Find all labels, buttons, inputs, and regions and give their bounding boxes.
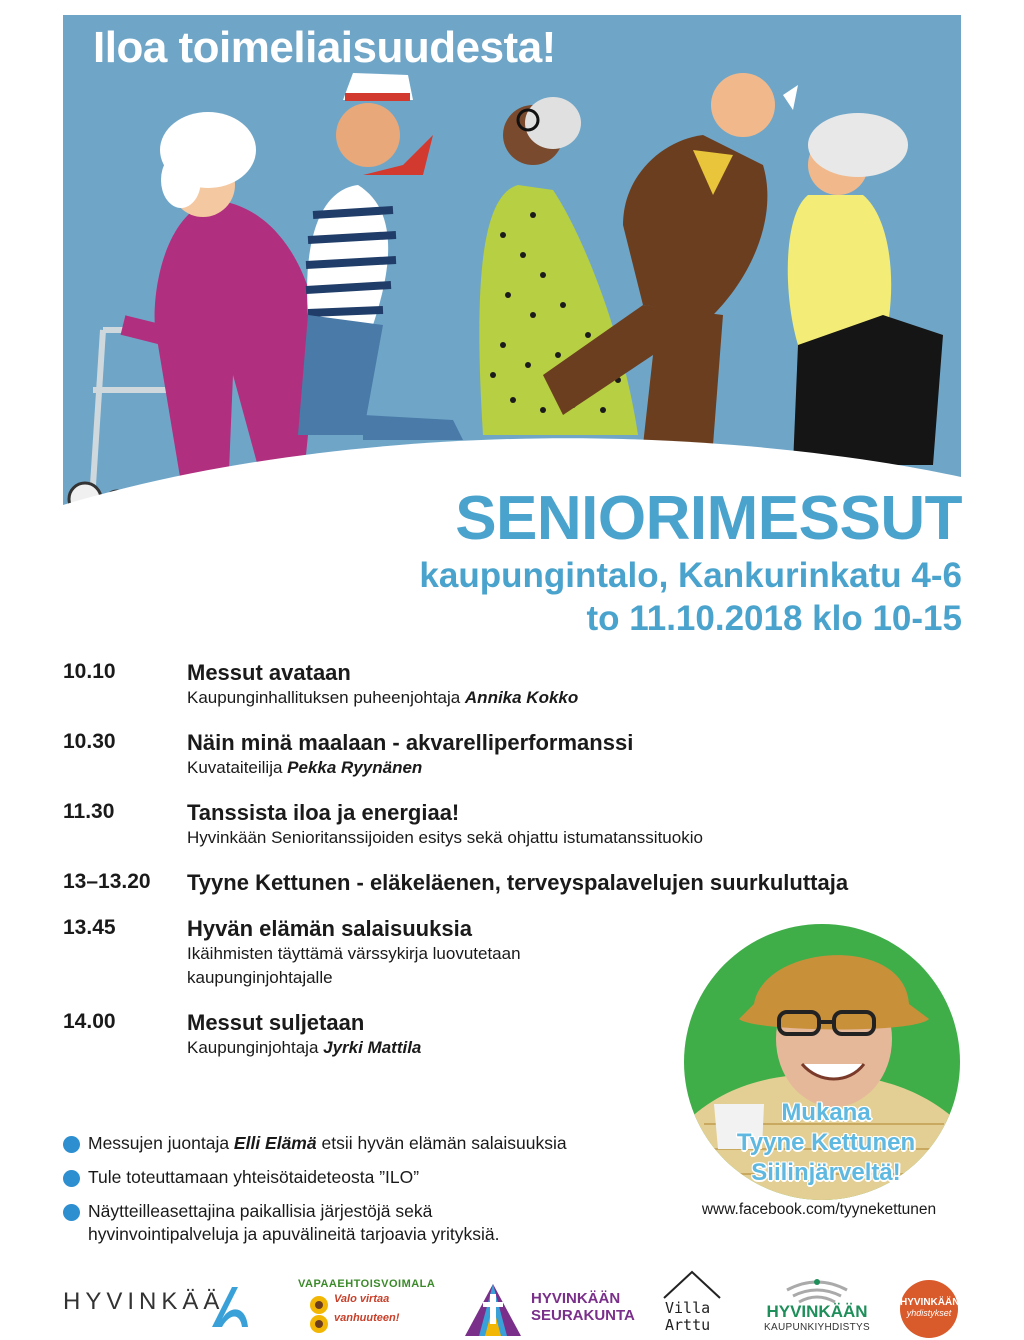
schedule-desc: Kuvataiteilija Pekka Ryynänen [187,758,423,777]
schedule-title: Messut suljetaan [187,1010,365,1035]
schedule-time: 10.30 [63,730,116,753]
schedule-time: 11.30 [63,800,115,823]
schedule-time: 10.10 [63,660,116,683]
sunflower-icon [304,1294,334,1334]
bullet-dot-icon [63,1136,80,1153]
info-bullets [63,1132,683,1257]
schedule-desc: Hyvinkään Senioritanssijoiden esitys sekä ohjattu istumatanssituokio [187,828,703,847]
bullet-dot-icon [63,1170,80,1187]
speaker-name: Jyrki Mattila [323,1038,422,1057]
sponsor-logos [0,1260,1024,1340]
schedule-desc: Ikäihmisten täyttämä värssykirja luovutetaan kaupunginjohtajalle [187,944,521,987]
yhdistykset-logo: HYVINKÄÄN yhdistykset [900,1280,958,1338]
dancer-purple [123,112,318,495]
speaker-name: Pekka Ryynänen [287,758,423,777]
host-name: Elli Elämä [233,1133,317,1153]
kaupunkiyhdistys-logo: HYVINKÄÄN KAUPUNKIYHDISTYS [757,1278,877,1333]
bullet-item: Messujen juontaja Elli Elämä etsii hyvän elämän salaisuuksia [63,1132,683,1155]
villa-arttu-logo: Villa Arttu [662,1270,722,1305]
bullet-item: Näytteilleasettajina paikallisia järjestöjä sekä hyvinvointipalveluja ja apuvälineitä tarjoavia yrityksiä. [63,1200,583,1246]
slogan: Iloa toimeliaisuudesta! [93,23,556,72]
bullet-item: Tule toteuttamaan yhteisötaideteosta ”ILO” [63,1166,683,1189]
schedule-item [63,870,943,896]
dancer-striped [298,73,463,440]
schedule-title: Messut avataan [187,660,351,685]
speaker-name: Annika Kokko [464,688,579,707]
church-cross-icon [463,1282,523,1338]
schedule-time: 14.00 [63,1010,116,1033]
hyvinkaa-logo: HYVINKÄÄ [63,1288,225,1315]
seurakunta-logo: HYVINKÄÄN SEURAKUNTA [463,1282,523,1340]
schedule-desc: Kaupunginhallituksen puheenjohtaja Annika Kokko [187,688,579,707]
hyvinkaa-mark-icon [208,1285,252,1329]
schedule-desc: Kaupunginjohtaja Jyrki Mattila [187,1038,422,1057]
schedule-title: Näin minä maalaan - akvarelliperformanssi [187,730,634,755]
bullet-dot-icon [63,1204,80,1221]
event-date: to 11.10.2018 klo 10-15 [586,599,962,638]
dancing-seniors-illustration [63,15,961,520]
waves-icon [777,1278,857,1308]
house-roof-icon [662,1270,722,1300]
hero-illustration [63,15,961,520]
dancer-yellow [788,113,943,465]
schedule-item [63,800,943,850]
event-venue: kaupungintalo, Kankurinkatu 4-6 [419,556,962,595]
schedule-time: 13–13.20 [63,870,151,893]
event-headline [419,484,962,640]
vapaaehtoisvoimala-logo: VAPAAEHTOISVOIMALA Valo virtaa vanhuuteen! [298,1278,448,1328]
event-title: SENIORIMESSUT [455,484,962,553]
schedule-title: Tanssista iloa ja energiaa! [187,800,460,825]
schedule-title: Tyyne Kettunen - eläkeläenen, terveyspalavelujen suurkuluttaja [187,870,849,895]
schedule-item [63,730,943,780]
schedule-time: 13.45 [63,916,116,939]
guest-caption: Mukana Tyyne Kettunen Siilinjärveltä! [736,1099,916,1186]
schedule-title: Hyvän elämän salaisuuksia [187,916,472,941]
facebook-link[interactable]: www.facebook.com/tyynekettunen [701,1201,937,1218]
schedule-item [63,660,943,710]
